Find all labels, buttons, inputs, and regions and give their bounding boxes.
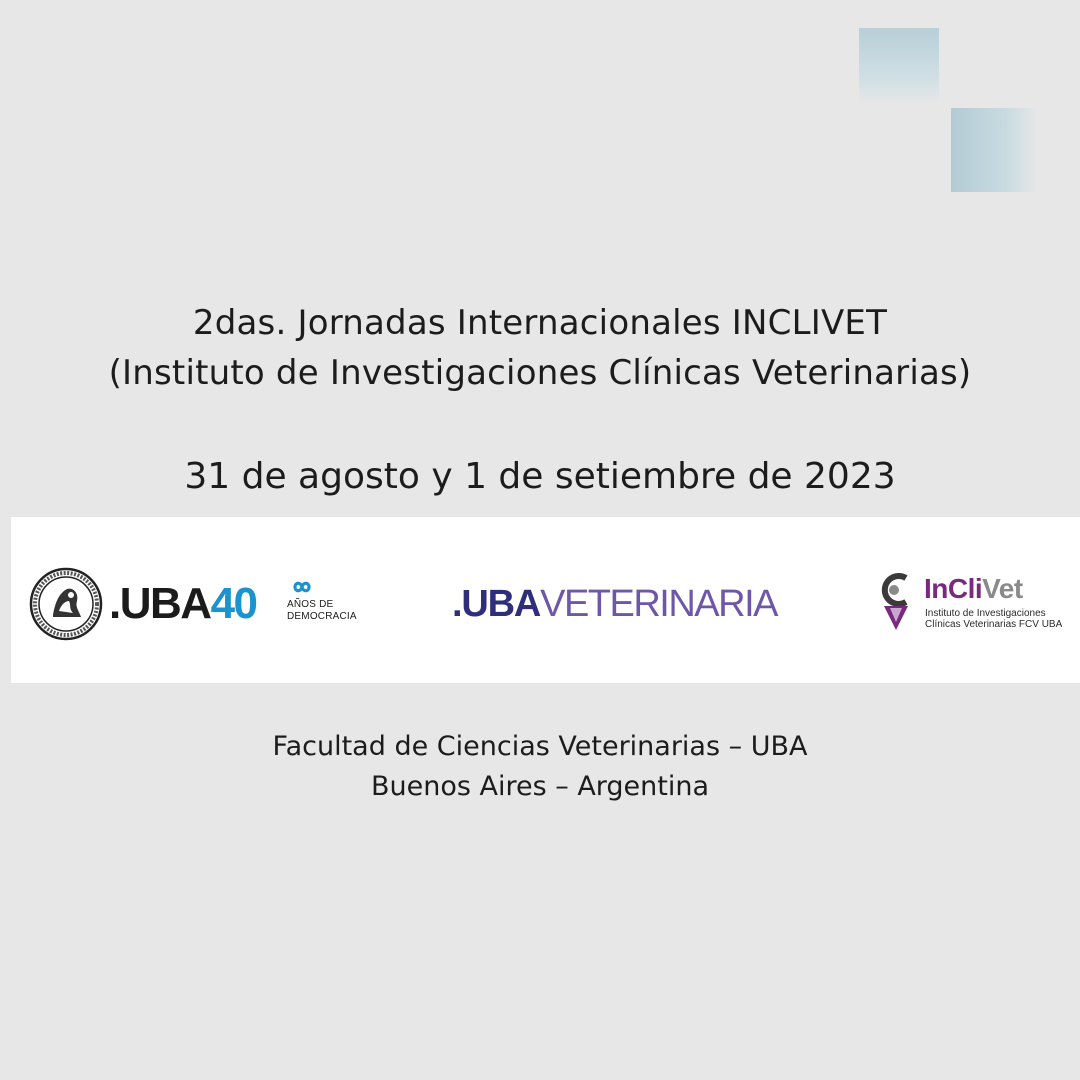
event-title — [0, 298, 1080, 398]
inclivet-subtitle-line1: Instituto de Investigaciones — [925, 608, 1046, 619]
inclivet-subtitle — [925, 608, 1062, 630]
decorative-square-right — [951, 108, 1037, 192]
inclivet-name-b: Vet — [982, 573, 1023, 604]
inclivet-subtitle-line2: Clínicas Veterinarias FCV UBA — [925, 619, 1063, 630]
uba-seal-icon — [29, 567, 103, 641]
logo-band — [11, 517, 1080, 683]
inclivet-name-a: InCli — [924, 573, 983, 604]
footer-line2: Buenos Aires – Argentina — [370, 771, 710, 802]
uba40-wordmark — [109, 579, 257, 629]
event-title-line2: (Instituto de Investigaciones Clínicas Veterinarias) — [108, 353, 972, 393]
event-title-line1: 2das. Jornadas Internacionales INCLIVET — [192, 303, 888, 343]
event-date: 31 de agosto y 1 de setiembre de 2023 — [184, 456, 896, 497]
decorative-square-top — [859, 28, 939, 104]
inclivet-wordmark — [924, 572, 1023, 606]
uba40-prefix: .UBA — [109, 579, 211, 628]
uba-veterinaria-suffix: VETERINARIA — [540, 583, 777, 625]
inclivet-mark-icon — [876, 572, 916, 636]
uba40-number: 40 — [210, 579, 257, 628]
footer-line1: Facultad de Ciencias Veterinarias – UBA — [272, 731, 808, 762]
uba40-tagline: AÑOS DE DEMOCRACIA — [287, 599, 357, 622]
location-footer — [0, 727, 1080, 807]
infinity-icon — [287, 579, 317, 595]
uba-veterinaria-prefix: .UBA — [452, 583, 541, 625]
inclivet-logo — [876, 572, 1076, 636]
uba-veterinaria-logo — [452, 581, 777, 627]
